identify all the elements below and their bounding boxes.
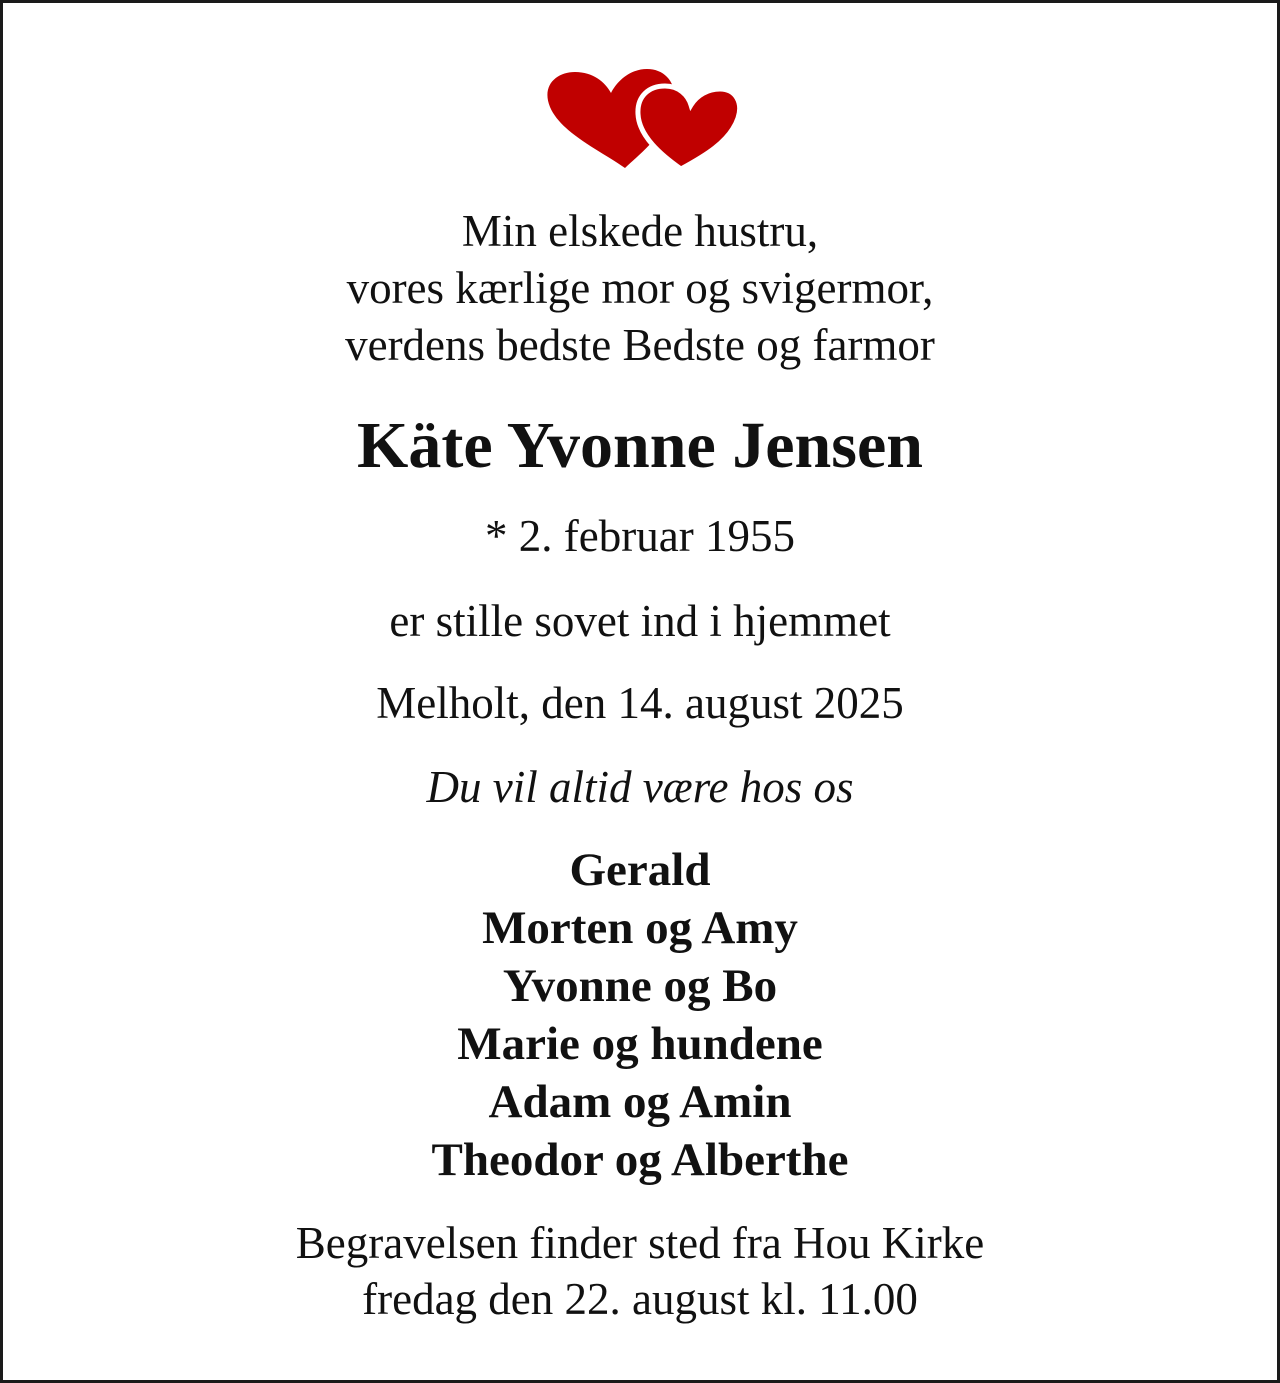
intro-text [3, 203, 1277, 374]
intro-line: verdens bedste Bedste og farmor [345, 320, 935, 370]
two-hearts-icon [543, 65, 743, 175]
birth-date: * 2. februar 1955 [485, 511, 795, 561]
small-heart [638, 86, 740, 169]
motto: Du vil altid være hos os [426, 762, 854, 812]
family-member: Theodor og Alberthe [431, 1134, 849, 1186]
family-member: Adam og Amin [488, 1076, 792, 1128]
deceased-name: Käte Yvonne Jensen [357, 409, 923, 482]
family-member: Morten og Amy [482, 902, 798, 954]
intro-line: Min elskede hustru, [461, 206, 819, 256]
place-and-date: Melholt, den 14. august 2025 [376, 678, 904, 728]
intro-line: vores kærlige mor og svigermor, [346, 263, 934, 313]
family-member: Gerald [569, 844, 711, 896]
funeral-line: Begravelsen finder sted fra Hou Kirke [295, 1218, 985, 1268]
family-member: Marie og hundene [457, 1018, 823, 1070]
funeral-info [3, 1215, 1277, 1327]
death-text: er stille sovet ind i hjemmet [389, 596, 891, 646]
funeral-line: fredag den 22. august kl. 11.00 [362, 1274, 918, 1324]
family-member: Yvonne og Bo [502, 960, 778, 1012]
family-names [3, 841, 1277, 1189]
